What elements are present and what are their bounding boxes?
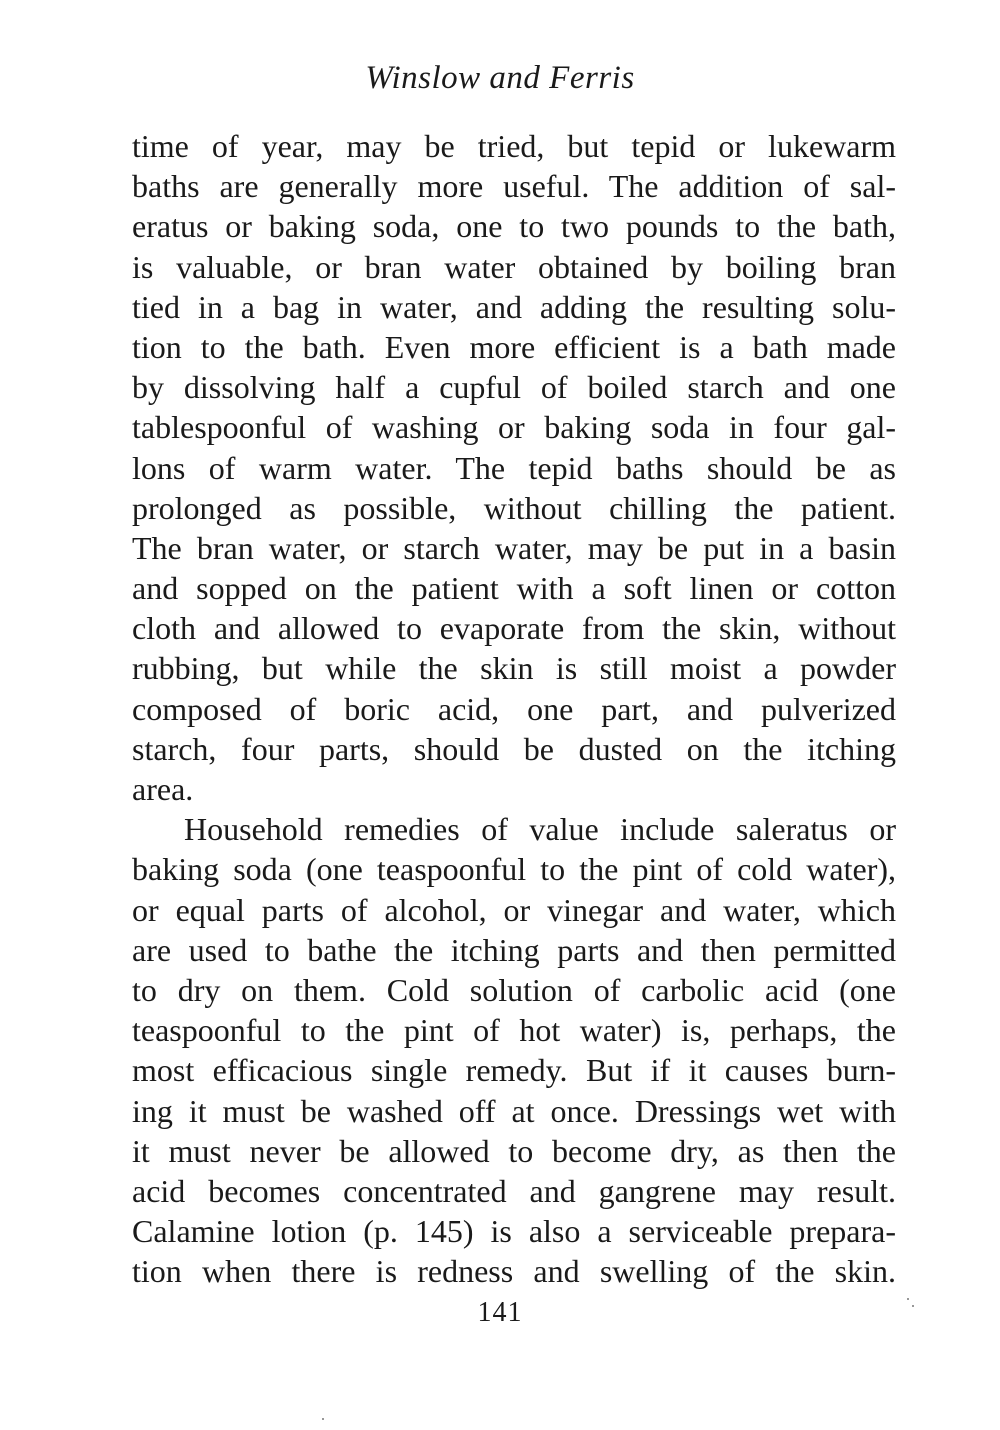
text-line: cloth and allowed to evaporate from the skin, without — [132, 610, 896, 647]
text-line: rubbing, but while the skin is still moist a powder — [132, 650, 896, 687]
text-line: lons of warm water. The tepid baths should be as — [132, 449, 896, 486]
body-text — [132, 126, 896, 1291]
text-line: eratus or baking soda, one to two pounds to the bath, — [132, 208, 896, 245]
text-line: composed of boric acid, one part, and pulverized — [132, 690, 896, 727]
paragraph-1 — [132, 126, 896, 809]
text-line: teaspoonful to the pint of hot water) is, perhaps, the — [132, 1012, 896, 1049]
text-line: starch, four parts, should be dusted on the itching — [132, 730, 896, 767]
text-line: baking soda (one teaspoonful to the pint of cold water), — [132, 851, 896, 888]
text-line: Calamine lotion (p. 145) is also a serviceable prepara- — [132, 1213, 896, 1250]
print-speck — [912, 1305, 914, 1307]
text-line: tied in a bag in water, and adding the resulting solu- — [132, 288, 896, 325]
text-line: prolonged as possible, without chilling the patient. — [132, 489, 896, 526]
text-line: to dry on them. Cold solution of carbolic acid (one — [132, 971, 896, 1008]
page-number: 141 — [477, 1297, 523, 1328]
text-line: time of year, may be tried, but tepid or lukewarm — [132, 128, 896, 164]
text-line: tablespoonful of washing or baking soda in four gal- — [132, 409, 896, 446]
text-line: The bran water, or starch water, may be put in a basin — [132, 529, 896, 566]
text-line: tion when there is redness and swelling of the skin. — [132, 1253, 896, 1290]
text-line: Household remedies of value include saleratus or — [184, 811, 896, 848]
text-line: it must never be allowed to become dry, as then the — [132, 1132, 896, 1169]
paragraph-2 — [132, 809, 896, 1291]
text-line: are used to bathe the itching parts and then permitted — [132, 931, 896, 968]
print-speck — [907, 1298, 909, 1300]
running-head: Winslow and Ferris — [365, 60, 635, 96]
text-line: is valuable, or bran water obtained by boiling bran — [132, 248, 896, 285]
text-line: baths are generally more useful. The addition of sal- — [132, 168, 896, 205]
text-line: most efficacious single remedy. But if it causes burn- — [132, 1052, 896, 1089]
text-line: area. — [132, 771, 194, 807]
text-line: and sopped on the patient with a soft linen or cotton — [132, 570, 896, 607]
text-line: tion to the bath. Even more efficient is a bath made — [132, 328, 896, 365]
print-speck — [322, 1418, 324, 1420]
text-line: ing it must be washed off at once. Dressings wet with — [132, 1092, 896, 1129]
text-line: acid becomes concentrated and gangrene may result. — [132, 1172, 896, 1209]
text-line: or equal parts of alcohol, or vinegar and water, which — [132, 891, 896, 928]
text-line: by dissolving half a cupful of boiled starch and one — [132, 369, 896, 406]
